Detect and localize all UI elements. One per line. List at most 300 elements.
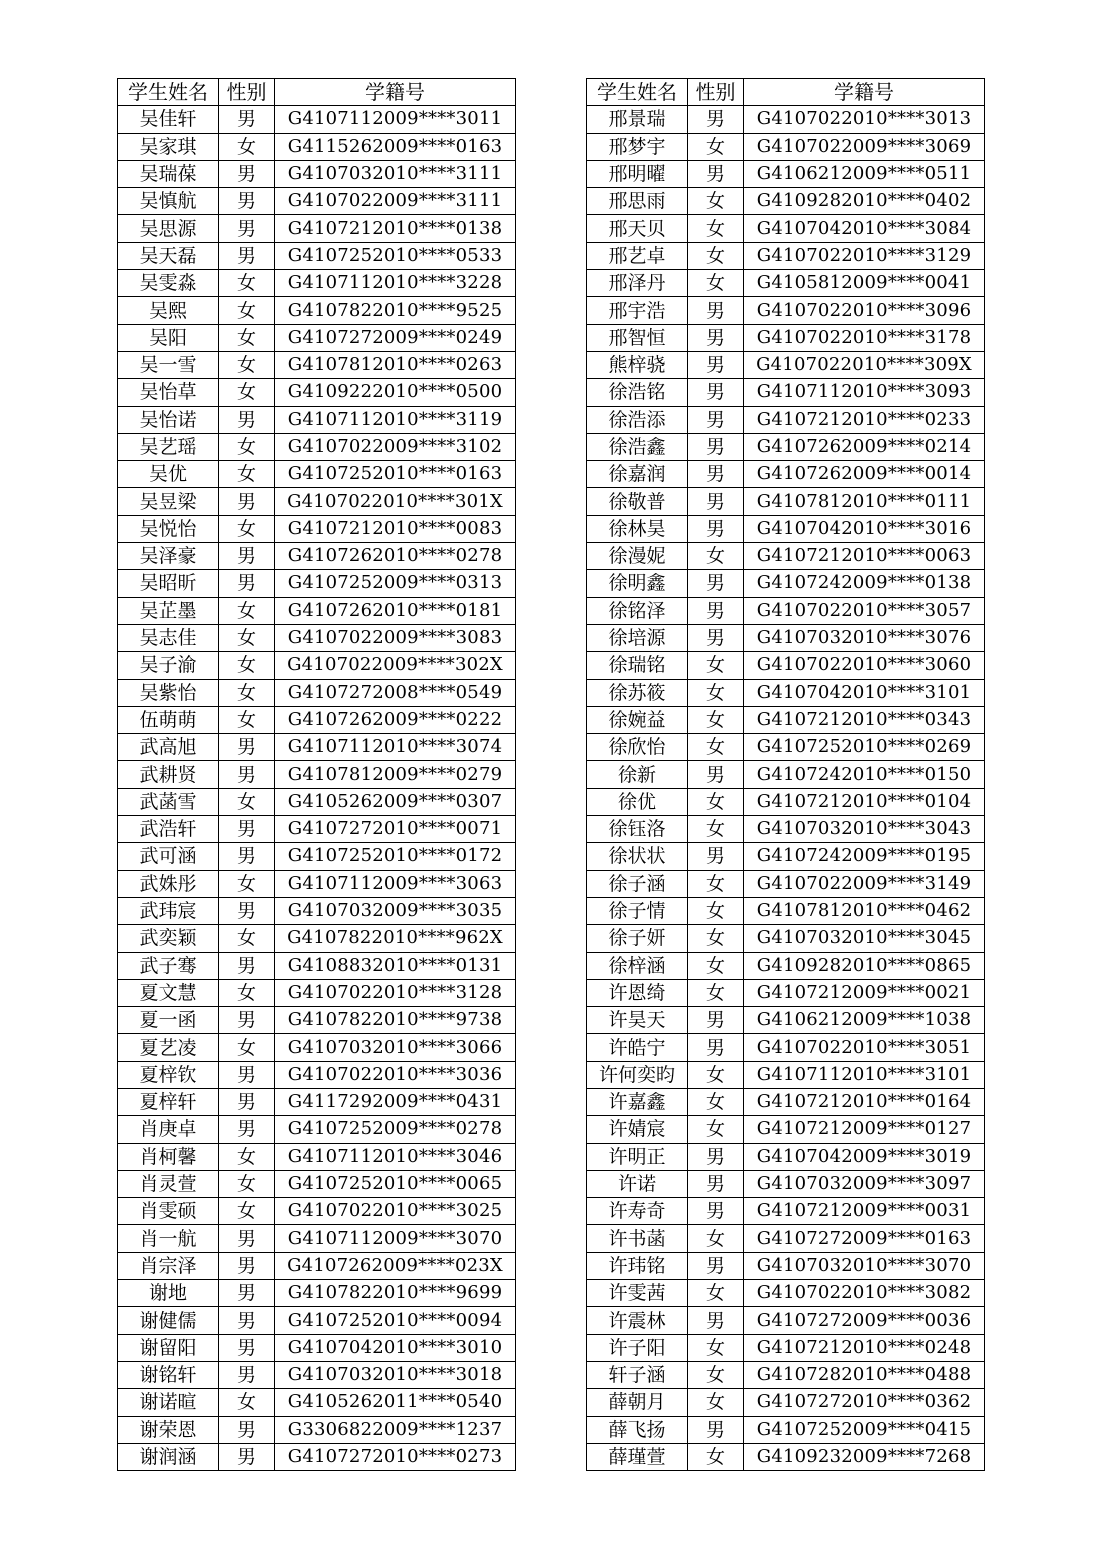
student-name-cell: 薛瑾萱 (587, 1443, 688, 1470)
student-id-cell: G4107112010****3119 (275, 406, 516, 433)
table-row (587, 160, 985, 187)
gender-cell: 女 (219, 597, 275, 624)
gender-cell: 男 (219, 1116, 275, 1143)
table-row (118, 1334, 516, 1361)
table-row (587, 897, 985, 924)
table-row (587, 761, 985, 788)
gender-cell: 女 (688, 870, 744, 897)
table-row (118, 952, 516, 979)
student-name-cell: 武高旭 (118, 734, 219, 761)
gender-cell: 男 (219, 1307, 275, 1334)
gender-cell: 女 (688, 1334, 744, 1361)
table-row (118, 160, 516, 187)
student-id-cell: G4107032010****3066 (275, 1034, 516, 1061)
gender-cell: 男 (219, 1252, 275, 1279)
table-row (587, 215, 985, 242)
student-name-cell: 徐漫妮 (587, 543, 688, 570)
student-id-cell: G4107252010****0065 (275, 1170, 516, 1197)
gender-cell: 女 (219, 133, 275, 160)
table-row (587, 188, 985, 215)
student-id-cell: G4107022010****3057 (744, 597, 985, 624)
student-id-cell: G4107032010****3018 (275, 1361, 516, 1388)
student-id-cell: G4109222010****0500 (275, 379, 516, 406)
gender-cell: 男 (688, 761, 744, 788)
student-id-cell: G4107022010****301X (275, 488, 516, 515)
student-id-cell: G4107212010****0063 (744, 543, 985, 570)
gender-cell: 女 (219, 1170, 275, 1197)
student-name-cell: 吴泽豪 (118, 543, 219, 570)
student-name-cell: 吴志佳 (118, 624, 219, 651)
gender-cell: 女 (688, 652, 744, 679)
table-row (587, 379, 985, 406)
student-name-cell: 吴怡草 (118, 379, 219, 406)
table-row (587, 1361, 985, 1388)
gender-cell: 男 (219, 1280, 275, 1307)
gender-cell: 女 (219, 351, 275, 378)
student-name-cell: 吴家琪 (118, 133, 219, 160)
gender-cell: 女 (688, 816, 744, 843)
student-name-cell: 许恩绮 (587, 979, 688, 1006)
student-id-cell: G4107032010****3111 (275, 160, 516, 187)
student-id-cell: G4105812009****0041 (744, 270, 985, 297)
table-row (118, 133, 516, 160)
student-name-cell: 武菡雪 (118, 788, 219, 815)
table-body (587, 106, 985, 1471)
student-id-cell: G4107212009****0021 (744, 979, 985, 1006)
student-name-cell: 许昊天 (587, 1007, 688, 1034)
table-row (118, 188, 516, 215)
student-id-cell: G4107022010****3082 (744, 1280, 985, 1307)
table-row (118, 816, 516, 843)
gender-cell: 男 (688, 433, 744, 460)
gender-cell: 女 (219, 652, 275, 679)
table-row (118, 351, 516, 378)
student-name-cell: 吴思源 (118, 215, 219, 242)
student-name-cell: 武浩轩 (118, 816, 219, 843)
table-row (118, 461, 516, 488)
student-name-cell: 武耕贤 (118, 761, 219, 788)
student-id-cell: G4107242009****0195 (744, 843, 985, 870)
gender-cell: 女 (688, 1116, 744, 1143)
table-row (118, 1361, 516, 1388)
table-row (118, 788, 516, 815)
table-row (587, 1198, 985, 1225)
table-row (118, 324, 516, 351)
table-row (118, 1225, 516, 1252)
student-id-cell: G4107022009****3083 (275, 624, 516, 651)
student-table-left (117, 78, 516, 1471)
table-row (118, 1116, 516, 1143)
student-name-cell: 徐明鑫 (587, 570, 688, 597)
student-name-cell: 肖宗泽 (118, 1252, 219, 1279)
table-row (118, 488, 516, 515)
table-row (587, 1116, 985, 1143)
gender-cell: 男 (219, 488, 275, 515)
table-row (587, 816, 985, 843)
student-id-cell: G4107022009****302X (275, 652, 516, 679)
table-row (587, 515, 985, 542)
student-id-cell: G4107212010****0233 (744, 406, 985, 433)
student-id-cell: G4107022010****3178 (744, 324, 985, 351)
table-row (118, 1007, 516, 1034)
gender-cell: 男 (688, 1252, 744, 1279)
gender-cell: 女 (219, 461, 275, 488)
gender-cell: 女 (219, 433, 275, 460)
student-id-cell: G4107032010****3070 (744, 1252, 985, 1279)
student-id-cell: G4107042010****3016 (744, 515, 985, 542)
gender-cell: 男 (688, 106, 744, 133)
gender-cell: 男 (688, 1007, 744, 1034)
student-name-cell: 轩子涵 (587, 1361, 688, 1388)
student-id-cell: G4107822010****9525 (275, 297, 516, 324)
table-row (587, 106, 985, 133)
table-row (118, 1252, 516, 1279)
student-name-cell: 肖柯馨 (118, 1143, 219, 1170)
gender-cell: 男 (219, 242, 275, 269)
gender-cell: 男 (688, 1416, 744, 1443)
student-name-cell: 许诺 (587, 1170, 688, 1197)
table-row (587, 351, 985, 378)
table-row (587, 734, 985, 761)
student-id-cell: G4107042009****3019 (744, 1143, 985, 1170)
student-id-cell: G4107032010****3076 (744, 624, 985, 651)
student-id-cell: G4107822010****962X (275, 925, 516, 952)
table-row (118, 1170, 516, 1197)
gender-cell: 女 (219, 515, 275, 542)
student-id-cell: G4107022010****3060 (744, 652, 985, 679)
student-name-cell: 吴佳轩 (118, 106, 219, 133)
table-row (118, 897, 516, 924)
gender-cell: 男 (688, 843, 744, 870)
table-row (118, 515, 516, 542)
table-row (118, 242, 516, 269)
student-name-cell: 吴优 (118, 461, 219, 488)
table-body (118, 106, 516, 1471)
gender-cell: 男 (688, 160, 744, 187)
student-name-cell: 邢艺卓 (587, 242, 688, 269)
gender-cell: 女 (219, 979, 275, 1006)
student-id-cell: G4107212010****0248 (744, 1334, 985, 1361)
gender-cell: 女 (219, 324, 275, 351)
student-name-cell: 谢润涵 (118, 1443, 219, 1470)
student-name-cell: 徐子涵 (587, 870, 688, 897)
student-id-cell: G4107272008****0549 (275, 679, 516, 706)
student-name-cell: 徐状状 (587, 843, 688, 870)
student-id-cell: G4107242009****0138 (744, 570, 985, 597)
student-name-cell: 武姝彤 (118, 870, 219, 897)
student-id-cell: G4107042010****3010 (275, 1334, 516, 1361)
table-row (587, 324, 985, 351)
student-name-cell: 吴瑞葆 (118, 160, 219, 187)
table-row (118, 979, 516, 1006)
table-row (587, 1334, 985, 1361)
gender-cell: 女 (219, 788, 275, 815)
table-row (118, 1280, 516, 1307)
table-row (118, 1034, 516, 1061)
student-name-cell: 徐婉益 (587, 706, 688, 733)
student-id-cell: G4107262009****0222 (275, 706, 516, 733)
table-row (118, 1088, 516, 1115)
gender-cell: 女 (688, 1088, 744, 1115)
student-id-cell: G4107212010****0138 (275, 215, 516, 242)
gender-cell: 女 (219, 679, 275, 706)
student-id-cell: G4107212010****0083 (275, 515, 516, 542)
student-name-cell: 伍萌萌 (118, 706, 219, 733)
gender-cell: 男 (688, 1034, 744, 1061)
student-id-cell: G4107112010****3046 (275, 1143, 516, 1170)
gender-cell: 女 (688, 543, 744, 570)
table-row (118, 706, 516, 733)
student-name-cell: 邢景瑞 (587, 106, 688, 133)
table-row (587, 1389, 985, 1416)
student-id-cell: G4107212009****0031 (744, 1198, 985, 1225)
gender-cell: 男 (219, 734, 275, 761)
student-name-cell: 徐浩鑫 (587, 433, 688, 460)
student-name-cell: 夏梓轩 (118, 1088, 219, 1115)
table-row (118, 870, 516, 897)
table-row (587, 406, 985, 433)
gender-cell: 男 (219, 843, 275, 870)
student-name-cell: 徐钰洛 (587, 816, 688, 843)
gender-cell: 女 (688, 952, 744, 979)
table-row (118, 433, 516, 460)
student-id-cell: G4107812010****0111 (744, 488, 985, 515)
student-name-cell: 邢天贝 (587, 215, 688, 242)
table-row (118, 1443, 516, 1470)
student-name-cell: 肖庚卓 (118, 1116, 219, 1143)
student-name-cell: 夏艺凌 (118, 1034, 219, 1061)
student-id-cell: G4115262009****0163 (275, 133, 516, 160)
gender-cell: 女 (688, 925, 744, 952)
gender-cell: 女 (219, 270, 275, 297)
student-name-cell: 谢地 (118, 1280, 219, 1307)
student-id-cell: G4107022010****3025 (275, 1198, 516, 1225)
gender-cell: 男 (219, 1416, 275, 1443)
gender-cell: 女 (219, 297, 275, 324)
gender-cell: 女 (219, 870, 275, 897)
student-name-cell: 许雯茜 (587, 1280, 688, 1307)
table-row (587, 488, 985, 515)
student-id-cell: G4107022009****3111 (275, 188, 516, 215)
gender-cell: 男 (688, 324, 744, 351)
gender-cell: 女 (688, 1443, 744, 1470)
student-id-cell: G4107032010****3043 (744, 816, 985, 843)
student-name-cell: 徐优 (587, 788, 688, 815)
gender-cell: 女 (688, 215, 744, 242)
gender-cell: 女 (688, 1061, 744, 1088)
student-name-cell: 许玮铭 (587, 1252, 688, 1279)
student-name-cell: 徐培源 (587, 624, 688, 651)
header-id: 学籍号 (275, 79, 516, 106)
table-row (587, 1143, 985, 1170)
student-name-cell: 薛飞扬 (587, 1416, 688, 1443)
table-row (587, 1307, 985, 1334)
student-id-cell: G3306822009****1237 (275, 1416, 516, 1443)
table-row (118, 270, 516, 297)
student-id-cell: G4107252010****0094 (275, 1307, 516, 1334)
gender-cell: 男 (688, 597, 744, 624)
student-name-cell: 徐瑞铭 (587, 652, 688, 679)
student-id-cell: G4109282010****0402 (744, 188, 985, 215)
student-name-cell: 许嘉鑫 (587, 1088, 688, 1115)
student-id-cell: G4107262009****023X (275, 1252, 516, 1279)
gender-cell: 女 (688, 788, 744, 815)
table-row (118, 597, 516, 624)
table-row (118, 1198, 516, 1225)
student-name-cell: 吴昭昕 (118, 570, 219, 597)
gender-cell: 女 (688, 734, 744, 761)
gender-cell: 男 (688, 461, 744, 488)
student-name-cell: 吴怡诺 (118, 406, 219, 433)
student-name-cell: 谢健儒 (118, 1307, 219, 1334)
gender-cell: 女 (688, 1361, 744, 1388)
student-id-cell: G4109282010****0865 (744, 952, 985, 979)
student-id-cell: G4107112010****3101 (744, 1061, 985, 1088)
table-row (587, 433, 985, 460)
table-header (587, 79, 985, 106)
gender-cell: 女 (688, 897, 744, 924)
student-id-cell: G4107252009****0278 (275, 1116, 516, 1143)
gender-cell: 男 (219, 1443, 275, 1470)
table-row (587, 952, 985, 979)
gender-cell: 男 (688, 1143, 744, 1170)
gender-cell: 男 (219, 1088, 275, 1115)
table-row (587, 133, 985, 160)
student-name-cell: 肖雯硕 (118, 1198, 219, 1225)
student-name-cell: 徐欣怡 (587, 734, 688, 761)
table-row (118, 1061, 516, 1088)
table-row (587, 1170, 985, 1197)
student-id-cell: G4107262010****0278 (275, 543, 516, 570)
student-id-cell: G4107042010****3084 (744, 215, 985, 242)
gender-cell: 男 (219, 1361, 275, 1388)
gender-cell: 女 (688, 242, 744, 269)
table-row (118, 679, 516, 706)
student-id-cell: G4107272009****0163 (744, 1225, 985, 1252)
student-id-cell: G4107242010****0150 (744, 761, 985, 788)
gender-cell: 男 (219, 1334, 275, 1361)
table-row (587, 1088, 985, 1115)
student-name-cell: 许震林 (587, 1307, 688, 1334)
student-name-cell: 徐苏筱 (587, 679, 688, 706)
student-id-cell: G4107032010****3045 (744, 925, 985, 952)
student-name-cell: 武玮宸 (118, 897, 219, 924)
gender-cell: 男 (219, 952, 275, 979)
gender-cell: 男 (219, 106, 275, 133)
student-name-cell: 吴慎航 (118, 188, 219, 215)
gender-cell: 女 (688, 270, 744, 297)
student-name-cell: 夏文慧 (118, 979, 219, 1006)
table-row (118, 843, 516, 870)
table-row (587, 597, 985, 624)
table-row (118, 406, 516, 433)
student-id-cell: G4107822010****9738 (275, 1007, 516, 1034)
gender-cell: 女 (219, 1143, 275, 1170)
gender-cell: 男 (219, 761, 275, 788)
table-row (587, 706, 985, 733)
table-row (587, 870, 985, 897)
student-id-cell: G4107112010****3228 (275, 270, 516, 297)
gender-cell: 女 (219, 925, 275, 952)
gender-cell: 女 (688, 1225, 744, 1252)
table-row (587, 652, 985, 679)
header-name: 学生姓名 (587, 79, 688, 106)
student-name-cell: 肖灵萱 (118, 1170, 219, 1197)
student-name-cell: 许明正 (587, 1143, 688, 1170)
student-id-cell: G4107022010****3036 (275, 1061, 516, 1088)
student-id-cell: G4107212010****0343 (744, 706, 985, 733)
table-header (118, 79, 516, 106)
student-id-cell: G4107112010****3093 (744, 379, 985, 406)
student-name-cell: 吴芷墨 (118, 597, 219, 624)
student-id-cell: G4107032009****3097 (744, 1170, 985, 1197)
student-name-cell: 邢明曜 (587, 160, 688, 187)
student-name-cell: 吴雯淼 (118, 270, 219, 297)
gender-cell: 男 (219, 570, 275, 597)
student-name-cell: 吴一雪 (118, 351, 219, 378)
gender-cell: 男 (219, 1225, 275, 1252)
gender-cell: 男 (219, 1061, 275, 1088)
student-table-right (586, 78, 985, 1471)
table-row (587, 1416, 985, 1443)
student-id-cell: G4107252010****0172 (275, 843, 516, 870)
student-id-cell: G4107272009****0249 (275, 324, 516, 351)
student-id-cell: G4107112009****3070 (275, 1225, 516, 1252)
student-name-cell: 吴紫怡 (118, 679, 219, 706)
student-name-cell: 吴天磊 (118, 242, 219, 269)
gender-cell: 男 (219, 406, 275, 433)
table-row (118, 1143, 516, 1170)
student-id-cell: G4107112009****3063 (275, 870, 516, 897)
student-name-cell: 夏梓钦 (118, 1061, 219, 1088)
gender-cell: 男 (219, 816, 275, 843)
student-id-cell: G4107022009****3102 (275, 433, 516, 460)
student-id-cell: G4107022010****3128 (275, 979, 516, 1006)
student-name-cell: 邢智恒 (587, 324, 688, 351)
table-row (118, 1307, 516, 1334)
student-name-cell: 邢梦宇 (587, 133, 688, 160)
student-id-cell: G4108832010****0131 (275, 952, 516, 979)
student-name-cell: 徐梓涵 (587, 952, 688, 979)
table-row (118, 1389, 516, 1416)
student-name-cell: 徐子妍 (587, 925, 688, 952)
table-row (118, 1416, 516, 1443)
table-row (587, 570, 985, 597)
table-row (118, 734, 516, 761)
student-name-cell: 吴昱梁 (118, 488, 219, 515)
table-row (587, 624, 985, 651)
table-row (118, 543, 516, 570)
gender-cell: 女 (219, 1198, 275, 1225)
student-name-cell: 吴艺瑶 (118, 433, 219, 460)
table-row (118, 925, 516, 952)
student-id-cell: G4105262009****0307 (275, 788, 516, 815)
student-name-cell: 许皓宁 (587, 1034, 688, 1061)
table-row (118, 570, 516, 597)
student-id-cell: G4107252009****0415 (744, 1416, 985, 1443)
gender-cell: 男 (688, 488, 744, 515)
table-row (587, 1443, 985, 1470)
table-row (118, 215, 516, 242)
student-id-cell: G4107822010****9699 (275, 1280, 516, 1307)
gender-cell: 男 (688, 406, 744, 433)
student-id-cell: G4107042010****3101 (744, 679, 985, 706)
student-name-cell: 邢泽丹 (587, 270, 688, 297)
table-row (118, 379, 516, 406)
student-id-cell: G4107112010****3074 (275, 734, 516, 761)
student-id-cell: G4107022009****3149 (744, 870, 985, 897)
student-name-cell: 吴子渝 (118, 652, 219, 679)
